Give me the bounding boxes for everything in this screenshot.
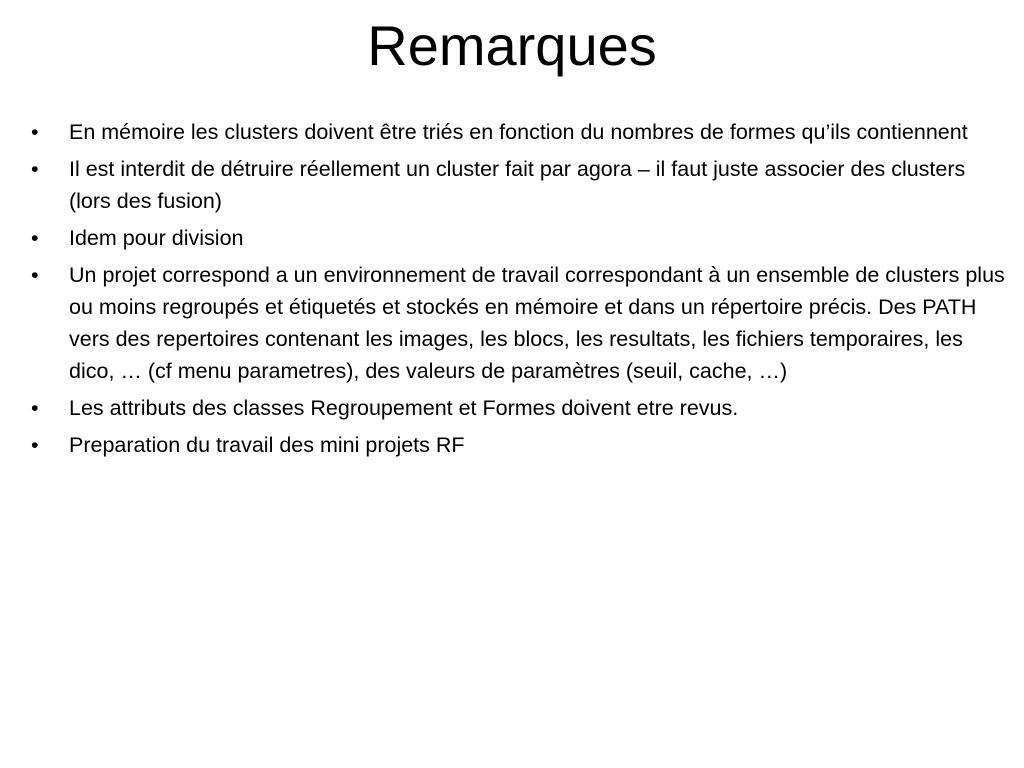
bullet-mark: • — [31, 396, 39, 420]
bullet-text: Les attributs des classes Regroupement et Formes doivent etre revus. — [69, 396, 739, 420]
bullet-item — [28, 429, 1008, 461]
bullet-mark: • — [31, 433, 39, 457]
bullet-mark: • — [31, 157, 39, 181]
bullet-item — [28, 153, 1008, 217]
bullet-item — [28, 222, 1008, 254]
bullet-text: En mémoire les clusters doivent être triés en fonction du nombres de formes qu’ils contiennent — [69, 120, 968, 144]
bullet-mark: • — [31, 120, 39, 144]
bullet-mark: • — [31, 263, 39, 287]
bullet-text: Idem pour division — [69, 226, 244, 250]
bullet-mark: • — [31, 226, 39, 250]
bullet-item — [28, 116, 1008, 148]
bullet-list — [28, 116, 1008, 466]
bullet-item — [28, 259, 1008, 387]
bullet-text: Il est interdit de détruire réellement un cluster fait par agora – il faut juste associer des clusters (lors des fusion) — [69, 157, 966, 213]
bullet-item — [28, 392, 1008, 424]
slide-title: Remarques — [367, 14, 657, 77]
bullet-text: Preparation du travail des mini projets RF — [69, 433, 465, 457]
bullet-text: Un projet correspond a un environnement de travail correspondant à un ensemble de clusters plus ou moins regroupés et étiquetés et stockés en mémoire et dans un répertoire précis. Des PATH vers des repertoires contenant les images, les blocs, les resultats, les fichiers temporaires, les dico, … (cf menu parametres), des valeurs de paramètres (seuil, cache, …) — [69, 263, 1005, 383]
